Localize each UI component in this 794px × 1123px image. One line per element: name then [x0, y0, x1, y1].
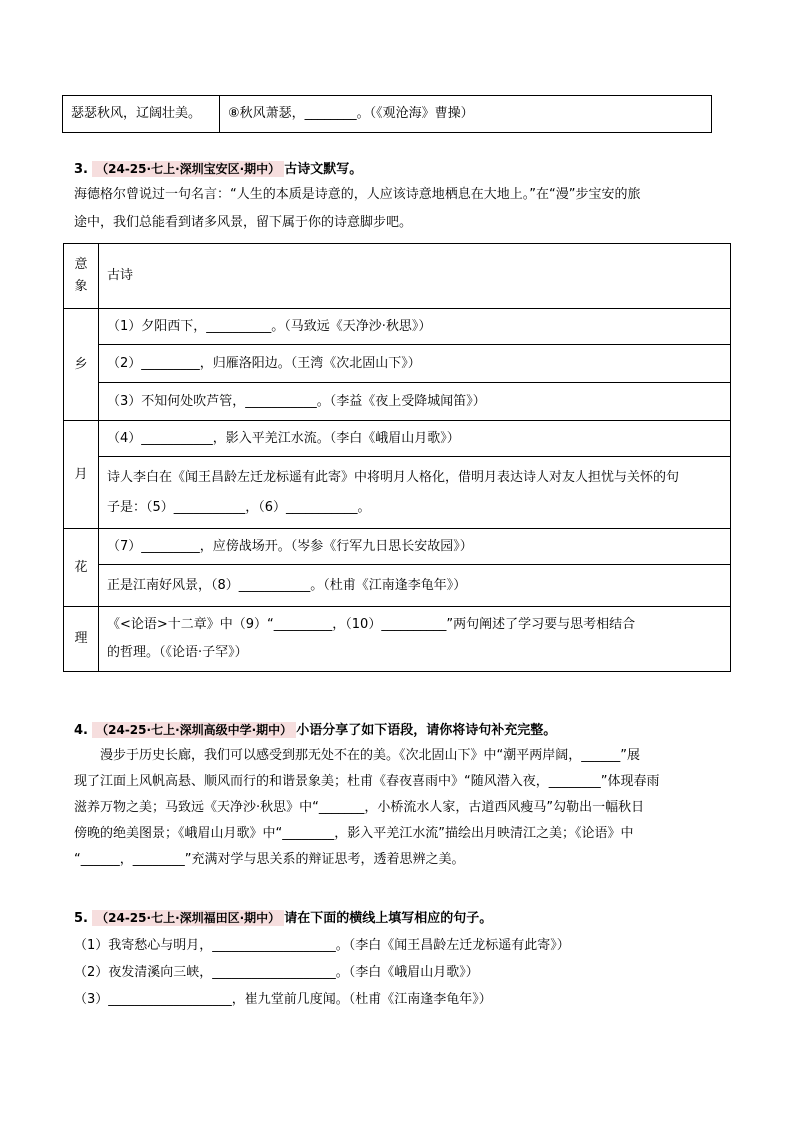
q3-heading	[74, 156, 362, 183]
q5-number: 5.	[74, 911, 88, 926]
q4-line: 傍晚的绝美图景；《峨眉山月歌》中“________，影入平羌江水流”描绘出月映清江之美；《论语》中	[74, 826, 634, 841]
q4-number: 4.	[74, 723, 88, 738]
q3-row-multiline	[99, 457, 731, 529]
q3-header-imagery-b: 象	[74, 279, 88, 294]
top-table	[62, 95, 712, 133]
q3-header-imagery	[64, 244, 99, 309]
q3-group-label: 花	[64, 529, 99, 607]
q3-intro-line-1: 海德格尔曾说过一句名言：“人生的本质是诗意的，人应该诗意地栖息在大地上。”在“漫”步宝安的旅	[74, 187, 641, 202]
q4-line: “______，________”充满对学与思关系的辩证思考，透着思辨之美。	[74, 852, 465, 867]
q4-title: 小语分享了如下语段，请你将诗句补充完整。	[296, 723, 557, 738]
top-table-right-cell: ⑧秋风萧瑟，________。（《观沧海》曹操）	[220, 96, 712, 133]
q3-row-line: 子是：（5）___________，（6）___________。	[107, 499, 371, 515]
q4-source-tag: （24-25·七上·深圳高级中学·期中）	[92, 722, 296, 738]
q3-row: （4）___________，影入平羌江水流。（李白《峨眉山月歌》）	[99, 421, 731, 457]
q5-line: （3）___________________，崔九堂前几度闻。（杜甫《江南逢李龟年》）	[74, 992, 492, 1007]
q5-line: （2）夜发清溪向三峡，___________________。（李白《峨眉山月歌》）	[74, 965, 479, 980]
q3-header-imagery-a: 意	[74, 257, 88, 272]
q3-table	[63, 243, 731, 672]
q5-heading	[74, 905, 492, 932]
q3-group-label: 乡	[64, 309, 99, 421]
q3-header-poem: 古诗	[99, 244, 731, 309]
q3-row: （1）夕阳西下，__________。（马致远《天净沙·秋思》）	[99, 309, 731, 345]
q4-line: 滋养万物之美；马致远《天净沙·秋思》中“_______，小桥流水人家，古道西风瘦马”勾勒出一幅秋日	[74, 800, 645, 815]
q5-source-tag: （24-25·七上·深圳福田区·期中）	[92, 910, 284, 926]
q3-row: 正是江南好风景，（8）___________。（杜甫《江南逢李龟年》）	[99, 565, 731, 607]
q4-line: 现了江面上风帆高悬、顺风而行的和谐景象美；杜甫《春夜喜雨中》“随风潜入夜，________”体现春雨	[74, 774, 660, 789]
q3-row-line: 诗人李白在《闻王昌龄左迁龙标遥有此寄》中将明月人格化，借明月表达诗人对友人担忧与关怀的句	[107, 469, 680, 485]
q5-line: （1）我寄愁心与明月，___________________。（李白《闻王昌龄左迁龙标遥有此寄》）	[74, 938, 570, 953]
q3-row: （3）不知何处吹芦管，___________。（李益《夜上受降城闻笛》）	[99, 383, 731, 421]
q3-intro-line-2: 途中，我们总能看到诸多风景，留下属于你的诗意脚步吧。	[74, 215, 413, 230]
q5-title: 请在下面的横线上填写相应的句子。	[284, 911, 493, 926]
top-table-left-cell: 瑟瑟秋风，辽阔壮美。	[63, 96, 220, 133]
q4-line: 漫步于历史长廊，我们可以感受到那无处不在的美。《次北固山下》中“潮平两岸阔，______”展	[100, 748, 640, 763]
q3-number: 3.	[74, 162, 88, 177]
q3-row-multiline	[99, 607, 731, 672]
q3-row-line: 的哲理。（《论语·子罕》）	[107, 645, 248, 660]
q3-group-label: 月	[64, 421, 99, 529]
q3-group-label: 理	[64, 607, 99, 672]
q3-row: （7）_________，应傍战场开。（岑参《行军九日思长安故园》）	[99, 529, 731, 565]
q3-row: （2）_________，归雁洛阳边。（王湾《次北固山下》）	[99, 345, 731, 383]
q3-source-tag: （24-25·七上·深圳宝安区·期中）	[92, 161, 284, 177]
q3-row-line: 《<论语>十二章》中（9）“_________，（10）__________”两句阐述了学习要与思考相结合	[107, 617, 636, 632]
q4-heading	[74, 717, 556, 744]
q3-title: 古诗文默写。	[284, 162, 363, 177]
